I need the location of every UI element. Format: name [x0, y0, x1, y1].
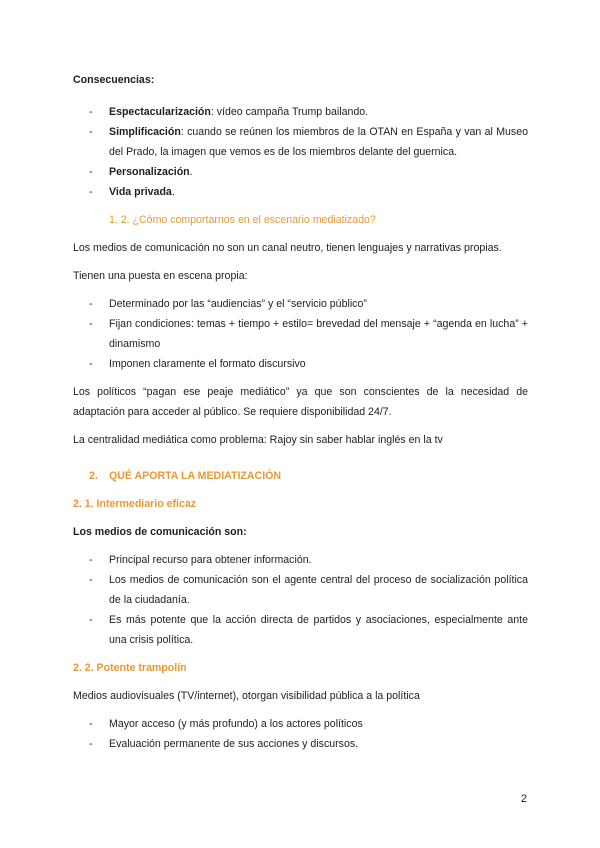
- page-number: 2: [520, 793, 527, 805]
- list-item: - Personalización.: [73, 162, 528, 182]
- list-item: - Determinado por las “audiencias” y el “servicio público”: [73, 294, 528, 314]
- paragraph: La centralidad mediática como problema: Rajoy sin saber hablar inglés en la tv: [73, 434, 443, 446]
- list-item: - Evaluación permanente de sus acciones y discursos.: [73, 734, 528, 754]
- paragraph: Los medios de comunicación no son un canal neutro, tienen lenguajes y narrativas propias.: [73, 242, 502, 254]
- section-2-heading: 2. QUÉ APORTA LA MEDIATIZACIÓN: [89, 470, 282, 482]
- paragraph: Tienen una puesta en escena propia:: [73, 270, 248, 282]
- document-page: [73, 70, 528, 754]
- paragraph: Medios audiovisuales (TV/internet), otorgan visibilidad pública a la política: [73, 690, 420, 702]
- list-item: - Simplificación: cuando se reúnen los miembros de la OTAN en España y van al Museo del Prado, la imagen que vemos es de los miembros delante del guernica.: [73, 122, 528, 162]
- list-item: - Mayor acceso (y más profundo) a los actores políticos: [73, 714, 528, 734]
- list-item: - Principal recurso para obtener información.: [73, 550, 528, 570]
- list-item: - Los medios de comunicación son el agente central del proceso de socialización política de la ciudadanía.: [73, 570, 528, 610]
- section-2-2-heading: 2. 2. Potente trampolín: [73, 662, 187, 674]
- consecuencias-title: Consecuencias:: [73, 74, 155, 86]
- consecuencias-list: [73, 102, 528, 202]
- section-1-2-heading: 1. 2. ¿Cómo comportarnos en el escenario mediatizado?: [109, 214, 376, 226]
- list-item: - Vida privada.: [73, 182, 528, 202]
- list-item: - Espectacularización: vídeo campaña Trump bailando.: [73, 102, 528, 122]
- medios-list: [73, 550, 528, 650]
- section-2-1-heading: 2. 1. Intermediario eficaz: [73, 498, 197, 510]
- puesta-en-escena-list: [73, 294, 528, 374]
- list-item: - Fijan condiciones: temas + tiempo + estilo= brevedad del mensaje + “agenda en lucha” + dinamismo: [73, 314, 528, 354]
- paragraph: Los políticos “pagan ese peaje mediático” ya que son conscientes de la necesidad de adaptación para acceder al público. Se requiere disponibilidad 24/7.: [73, 386, 528, 418]
- trampolin-list: [73, 714, 528, 754]
- list-item: - Imponen claramente el formato discursivo: [73, 354, 528, 374]
- section-2-1-lead: Los medios de comunicación son:: [73, 526, 247, 538]
- list-item: - Es más potente que la acción directa de partidos y asociaciones, especialmente ante una crisis política.: [73, 610, 528, 650]
